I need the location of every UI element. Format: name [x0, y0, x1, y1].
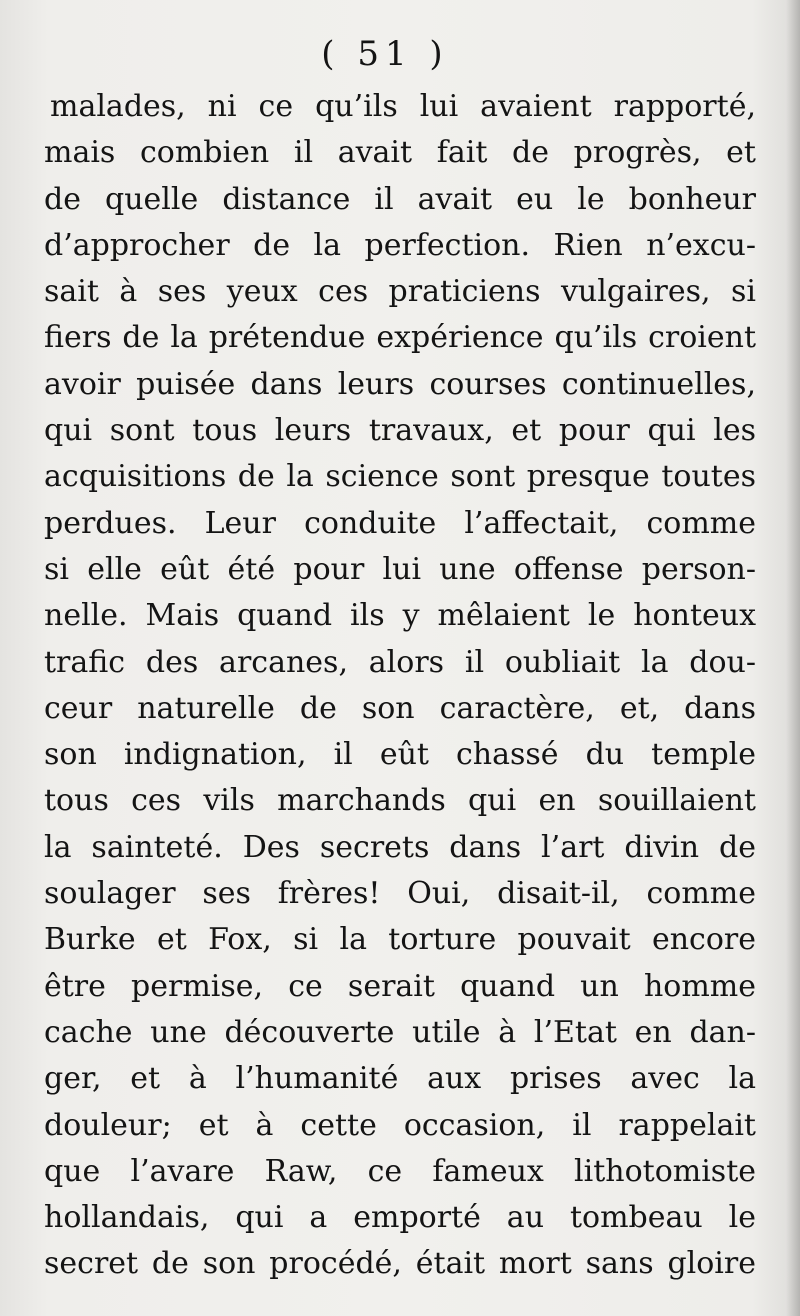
text-line: fiers de la prétendue expérience qu’ils croient	[44, 320, 756, 356]
text-line: avoir puisée dans leurs courses continuelles,	[44, 366, 756, 402]
text-line: son indignation, il eût chassé du temple	[44, 737, 756, 773]
text-line: acquisitions de la science sont presque toutes	[44, 459, 756, 495]
text-line: trafic des arcanes, alors il oubliait la dou-	[44, 644, 756, 680]
text-line: tous ces vils marchands qui en souillaient	[44, 783, 756, 819]
text-line: nelle. Mais quand ils y mêlaient le honteux	[44, 598, 756, 634]
text-line: d’approcher de la perfection. Rien n’excu-	[44, 227, 756, 263]
page-number: ( 51 )	[321, 34, 449, 74]
page-edge-shadow	[786, 0, 800, 1316]
text-line: si elle eût été pour lui une offense person-	[44, 551, 756, 587]
text-line: de quelle distance il avait eu le bonheur	[44, 181, 756, 217]
text-line: hollandais, qui a emporté au tombeau le	[44, 1200, 756, 1236]
text-line: être permise, ce serait quand un homme	[44, 968, 756, 1004]
text-line: secret de son procédé, était mort sans gloire	[44, 1246, 756, 1282]
text-line: sait à ses yeux ces praticiens vulgaires, si	[44, 274, 756, 310]
body-text	[44, 84, 756, 1288]
text-line: mais combien il avait fait de progrès, et	[44, 135, 756, 171]
text-line: Burke et Fox, si la torture pouvait encore	[44, 922, 756, 958]
text-line: perdues. Leur conduite l’affectait, comme	[44, 505, 756, 541]
text-line: ger, et à l’humanité aux prises avec la	[44, 1061, 756, 1097]
text-line: ceur naturelle de son caractère, et, dans	[44, 690, 756, 726]
text-line: douleur; et à cette occasion, il rappelait	[44, 1107, 756, 1143]
text-line: malades, ni ce qu’ils lui avaient rapporté,	[50, 89, 756, 124]
text-line: que l’avare Raw, ce fameux lithotomiste	[44, 1153, 756, 1189]
text-line: qui sont tous leurs travaux, et pour qui les	[44, 413, 756, 449]
text-line: la sainteté. Des secrets dans l’art divin de	[44, 829, 756, 865]
text-line: cache une découverte utile à l’Etat en dan-	[44, 1014, 756, 1050]
text-line: soulager ses frères! Oui, disait-il, comme	[44, 876, 756, 912]
